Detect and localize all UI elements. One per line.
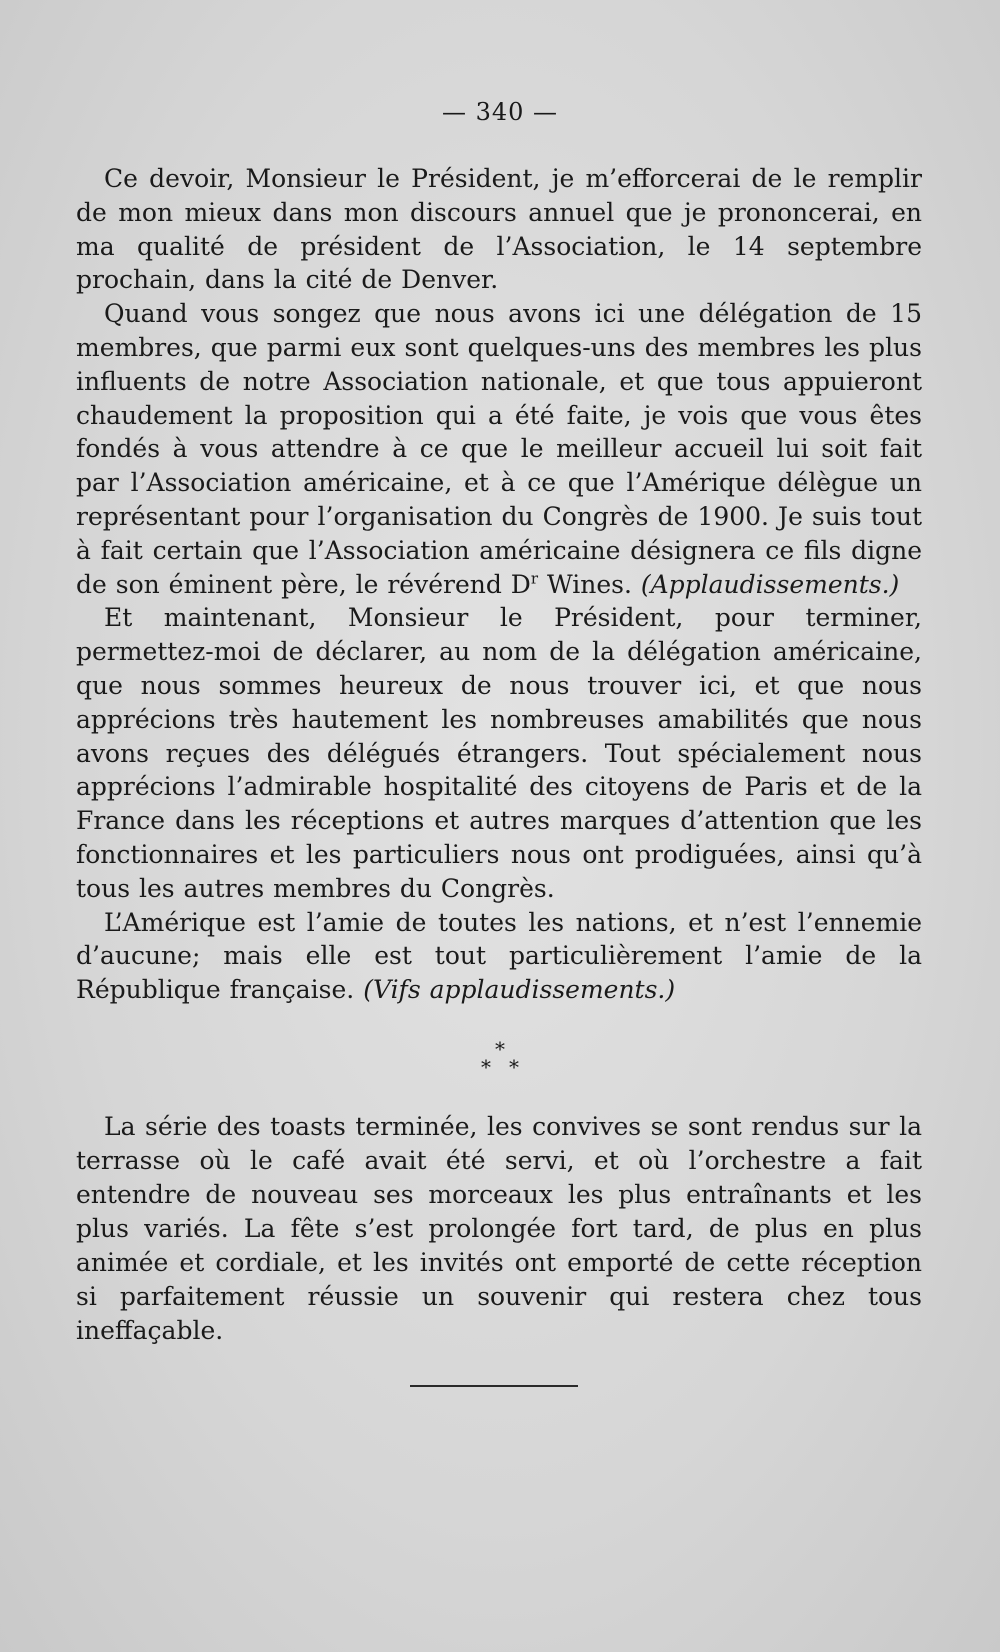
paragraph-3: Et maintenant, Monsieur le Président, pour terminer, permettez-moi de déclarer, au nom de la délégation américaine, que nous sommes heureux de nous trouver ici, et que nous apprécions très hautement les nombreuses amabilités que nous avons reçues des délégués étrangers. Tout spécialement nous apprécions l’admirable hospitalité des citoyens de Paris et de la France dans les réceptions et autres marques d’attention que les fonctionnaires et les particuliers nous ont prodiguées, ainsi qu’à tous les autres membres du Congrès. [76,603,922,903]
closing-text [76,1110,922,1348]
asterism-bottom-stars: ** [481,1055,537,1079]
main-text [76,162,922,1007]
paragraph-1: Ce devoir, Monsieur le Président, je m’efforcerai de le remplir de mon mieux dans mon discours annuel que je prononcerai, en ma qualité de président de l’Association, le 14 septembre prochain, dans la cité de Denver. [76,164,922,295]
paragraph-2-superscript: r [530,569,539,588]
paragraph-2-text: Quand vous songez que nous avons ici une délégation de 15 membres, que parmi eux sont quelques-uns des membres les plus influents de notre Association nationale, et que tous appuieront chaudement la proposition qui a été faite, je vois que vous êtes fondés à vous attendre à ce que le meilleur accueil lui soit fait par l’Association américaine, et à ce que l’Amérique délègue un représentant pour l’organisation du Congrès de 1900. Je suis tout à fait certain que l’Association américaine désignera ce fils digne de son éminent père, le révérend D [76,299,922,599]
paragraph-4-text: L’Amérique est l’amie de toutes les nations, et n’est l’ennemie d’aucune; mais elle est tout particulièrement l’amie de la République française. [76,907,922,1005]
page-number: — 340 — [441,98,559,126]
end-rule [410,1385,578,1387]
paragraph-4-applause: (Vifs applaudissements.) [354,975,676,1005]
section-asterism [0,1037,1000,1079]
paragraph-2-applause: (Applaudissements.) [640,569,900,599]
paragraph-2-tail: Wines. [538,569,641,599]
asterism-top-star: * [495,1037,505,1061]
paragraph-2 [76,297,922,601]
closing-paragraph: La série des toasts terminée, les convives se sont rendus sur la terrasse où le café avait été servi, et où l’orchestre a fait entendre de nouveau ses morceaux les plus entraînants et les plus variés. La fête s’est prolongée fort tard, de plus en plus animée et cordiale, et les invités ont emporté de cette réception si parfaitement réussie un souvenir qui restera chez tous ineffaçable. [76,1112,922,1345]
paragraph-4 [76,906,922,1007]
